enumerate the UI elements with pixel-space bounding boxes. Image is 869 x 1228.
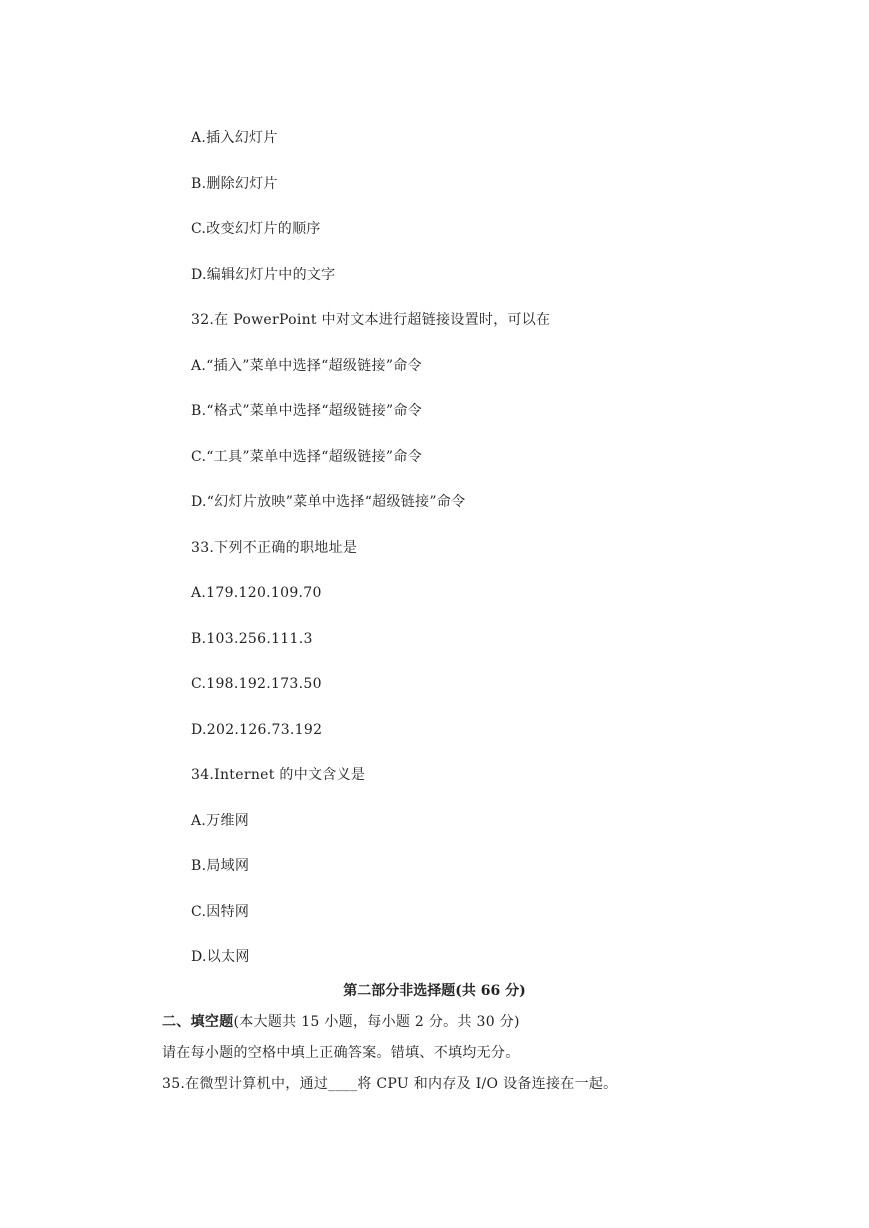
- fill-in-section-header: [162, 1012, 520, 1032]
- q34-option-c: C.因特网: [191, 904, 250, 920]
- part-two-title: 第二部分非选择题(共 66 分): [343, 983, 526, 999]
- q33-option-a: A.179.120.109.70: [191, 585, 322, 601]
- q32-option-b: B.“格式”菜单中选择“超级链接”命令: [191, 403, 423, 419]
- q34-option-d: D.以太网: [191, 949, 250, 965]
- fill-in-instruction: 请在每小题的空格中填上正确答案。错填、不填均无分。: [162, 1045, 520, 1061]
- q32-option-d: D.“幻灯片放映”菜单中选择“超级链接”命令: [191, 494, 466, 510]
- fill-in-section-note: (本大题共 15 小题，每小题 2 分。共 30 分): [233, 1014, 520, 1030]
- q33-option-d: D.202.126.73.192: [191, 722, 323, 738]
- q31-option-c: C.改变幻灯片的顺序: [191, 221, 321, 237]
- fill-in-section-heading: 二、填空题: [162, 1014, 234, 1030]
- q34-option-a: A.万维网: [191, 813, 250, 829]
- q35-stem: 35.在微型计算机中，通过____将 CPU 和内存及 I/O 设备连接在一起。: [162, 1076, 618, 1092]
- q32-option-c: C.“工具”菜单中选择“超级链接”命令: [191, 449, 422, 465]
- q33-option-c: C.198.192.173.50: [191, 676, 322, 692]
- q34-option-b: B.局域网: [191, 858, 250, 874]
- q31-option-a: A.插入幻灯片: [191, 130, 278, 146]
- q32-stem: 32.在 PowerPoint 中对文本进行超链接设置时，可以在: [191, 312, 551, 328]
- q32-option-a: A.“插入”菜单中选择“超级链接”命令: [191, 358, 422, 374]
- q34-stem: 34.Internet 的中文含义是: [191, 767, 366, 783]
- q31-option-d: D.编辑幻灯片中的文字: [191, 267, 336, 283]
- q33-option-b: B.103.256.111.3: [191, 631, 313, 647]
- q33-stem: 33.下列不正确的职地址是: [191, 540, 358, 556]
- q31-option-b: B.删除幻灯片: [191, 176, 278, 192]
